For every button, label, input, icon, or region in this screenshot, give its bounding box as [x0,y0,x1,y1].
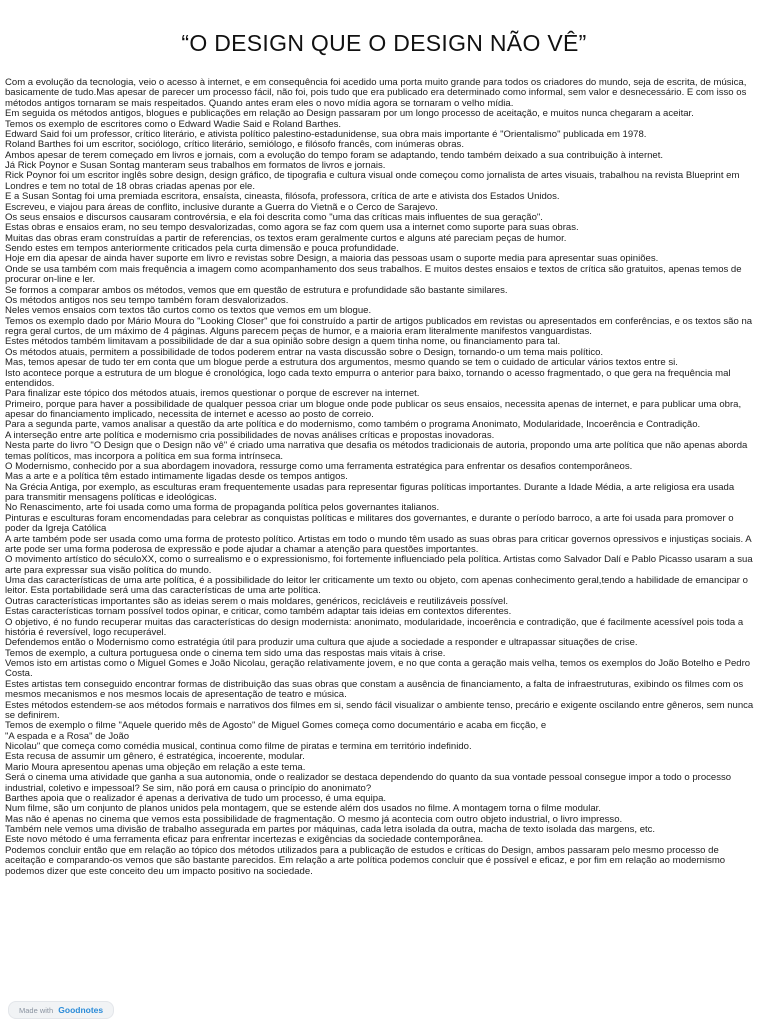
paragraph: E a Susan Sontag foi uma premiada escritora, ensaísta, cineasta, filósofa, professora, crítica de arte e ativista dos Estados Unidos. [5,191,560,203]
paragraph: Estas características tornam possível todos opinar, e criticar, como também adaptar tais ideias em contextos diferentes. [5,606,512,618]
paragraph: Outras características importantes são as ideias serem o mais moldares, genéricos, recicláveis e reutilizáveis possível. [5,595,509,607]
paragraph: Mario Moura apresentou apenas uma objeção em relação a este tema. [5,761,306,773]
paragraph: Num filme, são um conjunto de planos unidos pela montagem, que se estende além dos usados no filme. A montagem torna o filme modular. [5,803,601,815]
paragraph: Os seus ensaios e discursos causaram controvérsia, e ela foi descrita como "uma das críticas mais influentes de sua geração". [5,211,543,223]
paragraph: "A espada e a Rosa" de João [5,730,130,742]
paragraph: O objetivo, é no fundo recuperar muitas das características do design modernista: anonimato, modularidade, incoerência e contradição, que é facilmente acessível pois toda a história é reversível, logo recuperável. [5,616,744,638]
paragraph: Na Grécia Antiga, por exemplo, as esculturas eram frequentemente usadas para representar figuras políticas importantes. Durante a Idade Média, a arte religiosa era usada para transmitir mensagens políticas e ideológicas. [5,481,735,503]
document-title: “O DESIGN QUE O DESIGN NÃO VÊ” [181,30,587,56]
paragraph: Neles vemos ensaios com textos tão curtos como os textos que vemos em um blogue. [5,305,372,317]
paragraph: Estes métodos também limitavam a possibilidade de dar a sua opinião sobre design a quem tinha nome, ou financiamento para tal. [5,336,561,348]
paragraph: O Modernismo, conhecido por a sua abordagem inovadora, ressurge como uma ferramenta estratégica para enfrentar os desafios contemporâneos. [5,460,633,472]
paragraph: Estes métodos estendem-se aos métodos formais e narrativos dos filmes em si, sendo fácil visualizar o ambiente tenso, precário e exigente oscilando entre gêneros, sem nunca se definirem. [5,699,754,721]
paragraph: Uma das características de uma arte política, é a possibilidade do leitor ler criticamente um texto ou objeto, com apenas conhecimento geral,tendo a habilidade de emancipar o leitor. Esta portabilidade será uma das características de uma arte política. [5,575,748,597]
paragraph: Nicolau" que começa como comédia musical, continua como filme de piratas e termina em território indefinido. [5,741,472,752]
paragraph: Será o cinema uma atividade que ganha a sua autonomia, onde o realizador se destaca dependendo do quanto da sua vontade pessoal consegue impor a todo o processo industrial, coletivo e impessoal? Se sim, não porá em causa o princípio do anonimato? [5,772,732,794]
paragraph: Estes artistas tem conseguido encontrar formas de distribuição das suas obras que constam a ausência de financiamento, a falta de infraestruturas, exibindo os filmes com os mesmos mecanismos e nos mesmos locais de apresentação de teatro e música. [5,678,744,701]
paragraph: Ambos apesar de terem começado em livros e jornais, com a evolução do tempo foram se adaptando, tendo também deixado a sua contribuição à internet. [5,149,664,161]
paragraph: Defendemos então o Modernismo como estratégia útil para produzir uma cultura que ajude a sociedade a responder e ultrapassar situações de crise. [5,637,638,649]
paragraph: Edward Said foi um professor, crítico literário, e ativista político palestino-estadunidense, sua obra mais importante é "Orientalismo" publicada em 1978. [5,128,647,140]
paragraph: Também nele vemos uma divisão de trabalho assegurada em partes por máquinas, cada letra isolada da outra, macha de texto isolada das margens, etc. [5,824,656,835]
paragraph: Roland Barthes foi um escritor, sociólogo, crítico literário, semiólogo, e filósofo francês, com inúmeras obras. [5,139,464,151]
paragraph: Isto acontece porque a estrutura de um blogue é cronológica, logo cada texto empurra o anterior para baixo, tornando o acesso fragmentado, o que gera na frequência mal entendidos. [5,367,731,389]
paragraph: A arte também pode ser usada como uma forma de protesto político. Artistas em todo o mundo têm usado as suas obras para criticar governos opressivos e injustiças sociais. A arte pode ser uma forma poderosa de expressão e pode ajudar a chamar a atenção para questões importantes. [5,533,752,555]
paragraph: Mas não é apenas no cinema que vemos esta possibilidade de fragmentação. O mesmo já acontecia com outro objeto industrial, o livro impresso. [5,813,623,825]
goodnotes-badge[interactable] [8,1001,114,1019]
paragraph: Com a evolução da tecnologia, veio o acesso à internet, e em consequência foi acedido uma porta muito grande para todos os criadores do mundo, seja de escrita, de música, basicamente de tudo.Mas apesar de parecer um processo fácil, não foi, pois tudo que era publicado era determinado como informal, sem valor e desnecessário. E com isso os métodos antigos tornaram se mais respeitados. Quando antes eram eles o novo mídia agora se tornaram o velho mídia. [5,77,747,109]
badge-brand: Goodnotes [58,1005,104,1015]
paragraph: Pinturas e esculturas foram encomendadas para celebrar as conquistas políticas e militares dos governantes, e durante o período barroco, a arte foi usada para promover o poder da Igreja Católica [5,512,734,535]
paragraph: Sendo estes em tempos anteriormente criticados pela curta dimensão e pouca profundidade. [5,243,399,254]
document-body [5,78,754,877]
paragraph: Primeiro, porque para haver a possibilidade de qualquer pessoa criar um blogue onde pode publicar os seus ensaios, necessita apenas de internet, e para publicar uma obra, apesar do financiamento implicado, necessita de internet e acesso ao posto de correio. [5,398,742,420]
paragraph: Podemos concluir então que em relação ao tópico dos métodos utilizados para a publicação de estudos e críticas do Design, ambos passaram pelo mesmo processo de aceitação e comparando-os vemos que são bastante parecidos. Em relação a arte política podemos concluir que é possível e eficaz, e por fim em relação ao modernismo podemos dizer que este conceito deu um impacto positivo na sociedade. [5,844,726,877]
paragraph: Escreveu, e viajou para áreas de conflito, inclusive durante a Guerra do Vietnã e o Cerco de Sarajevo. [5,201,438,213]
paragraph: Rick Poynor foi um escritor inglês sobre design, design gráfico, de tipografia e cultura visual onde começou como jornalista de artes visuais, trabalhou na revista Blueprint em Londres e tem no total de 18 obras criadas apenas por ele. [5,170,740,192]
paragraph: Para finalizar este tópico dos métodos atuais, iremos questionar o porque de escrever na internet. [5,388,420,400]
paragraph: Barthes apoia que o realizador é apenas a derivativa de tudo um processo, é uma equipa. [5,792,387,804]
paragraph: Onde se usa também com mais frequência a imagem como acompanhamento dos seus trabalhos. E muitos destes ensaios e textos de crítica são gratuitos, apenas temos de procurar on-line e ler. [5,263,742,286]
paragraph: Mas a arte e a política têm estado intimamente ligadas desde os tempos antigos. [5,471,348,483]
paragraph: No Renascimento, arte foi usada como uma forma de propaganda política pelos governantes italianos. [5,502,440,514]
paragraph: Este novo método é uma ferramenta eficaz para enfrentar incertezas e exigências da sociedade contemporânea. [5,834,484,846]
paragraph: Estas obras e ensaios eram, no seu tempo desvalorizadas, como agora se faz com quem usa a internet como suporte para suas obras. [5,222,579,234]
paragraph: Temos de exemplo o filme "Aquele querido mês de Agosto" de Miguel Gomes começa como documentário e acaba em ficção, e [5,720,547,732]
paragraph: Temos os exemplo de escritores como o Edward Wadie Said e Roland Barthes. [5,118,342,130]
paragraph: Esta recusa de assumir um gênero, é estratégica, incoerente, modular. [5,751,305,763]
paragraph: O movimento artístico do séculoXX, como o surrealismo e o expressionismo, foi fortemente influenciado pela política. Artistas como Salvador Dalí e Pablo Picasso usaram a sua arte para expressar sua visão política do mundo. [5,554,753,576]
paragraph: Temos os exemplo dado por Mário Moura do "Looking Closer" que foi construído a partir de artigos publicados em revistas ou apresentados em conferências, e os textos são na regra geral curtos, de um máximo de 4 páginas. Alguns parecem peças de humor, e a maioria eram literalmente manifestos vanguardistas. [5,315,753,337]
paragraph: Vemos isto em artistas como o Miguel Gomes e João Nicolau, geração relativamente jovem, e no que conta a geração mais velha, temos os exemplos do João Botelho e Pedro Costa. [5,658,751,680]
paragraph: Se formos a comparar ambos os métodos, vemos que em questão de estrutura e profundidade são bastante similares. [5,284,508,296]
badge-prefix: Made with [19,1006,54,1015]
paragraph: Temos de exemplo, a cultura portuguesa onde o cinema tem sido uma das respostas mais vitais à crise. [5,647,446,659]
paragraph: Em seguida os métodos antigos, blogues e publicações em relação ao Design passaram por um longo processo de aceitação, e muitos nunca chegaram a aceitar. [5,108,694,120]
paragraph: Muitas das obras eram construídas a partir de referencias, os textos eram geralmente curtos e alguns até pareciam peças de humor. [5,232,567,244]
paragraph: Para a segunda parte, vamos analisar a questão da arte política e do modernismo, como também o programa Anonimato, Modularidade, Incoerência e Contradição. [5,419,701,431]
paragraph: Os métodos atuais, permitem a possibilidade de todos poderem entrar na vasta discussão sobre o Design, tornando-o um tema mais político. [5,346,604,358]
paragraph: Já Rick Poynor e Susan Sontag manteram seus trabalhos em formatos de livros e jornais. [5,160,386,171]
paragraph: Hoje em dia apesar de ainda haver suporte em livro e revistas sobre Design, a maioria das pessoas usam o suporte media para apresentar suas opiniões. [5,253,659,265]
paragraph: A interseção entre arte política e modernismo cria possibilidades de novas análises críticas e propostas inovadoras. [5,429,495,441]
paragraph: Os métodos antigos nos seu tempo também foram desvalorizados. [5,294,289,306]
paragraph: Nesta parte do livro "O Design que o Design não vê" é criado uma narrativa que desafia os métodos tradicionais de autoria, propondo uma arte política que não apenas aborda temas políticos, mas incorpora a política em sua forma intrínseca. [5,440,748,462]
paragraph: Mas, temos apesar de tudo ter em conta que um blogue perde a estrutura dos argumentos, mesmo quando se tem o cuidado de articular vários textos entre si. [5,357,678,369]
